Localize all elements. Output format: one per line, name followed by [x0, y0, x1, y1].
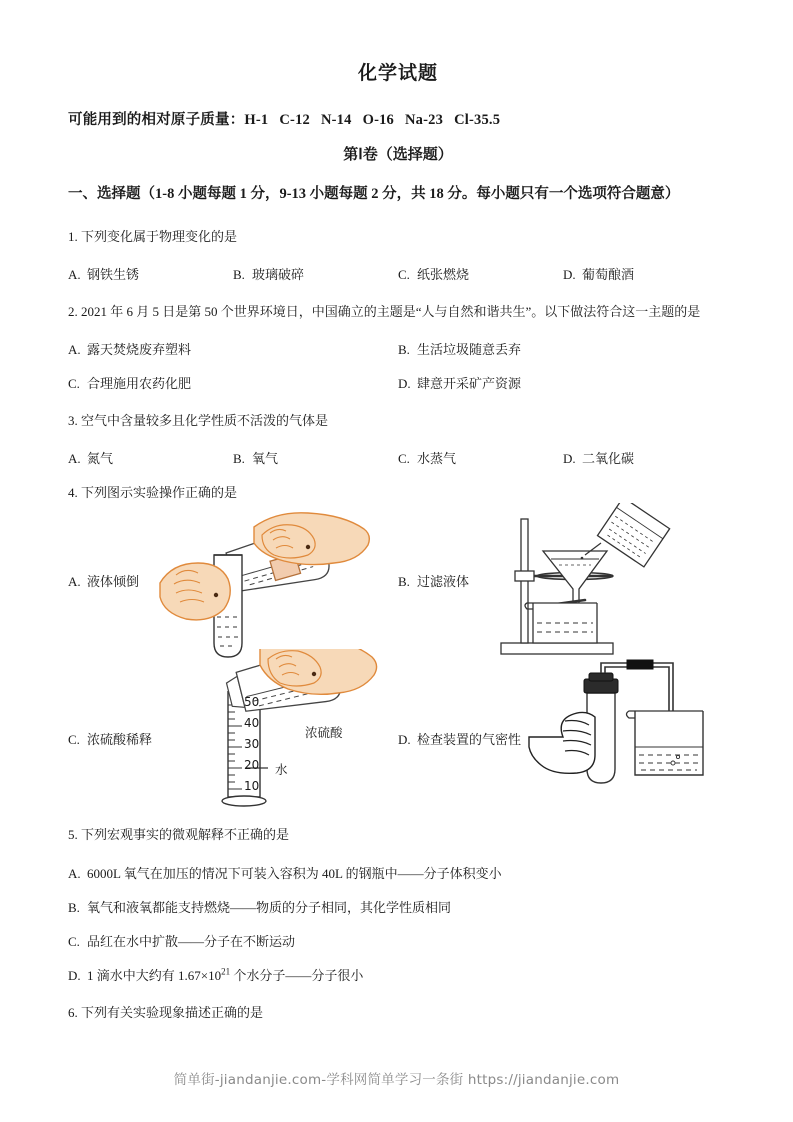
- option-text: 玻璃破碎: [252, 267, 305, 283]
- option-key: A.: [68, 574, 81, 590]
- option-a[interactable]: [68, 863, 728, 882]
- option-text: 纸张燃烧: [417, 267, 470, 283]
- option-key: B.: [233, 267, 245, 283]
- figure-option-a-label[interactable]: [68, 571, 139, 590]
- question-5-stem: 5. 下列宏观事实的微观解释不正确的是: [68, 827, 290, 843]
- cylinder-scale-50: 50: [244, 695, 260, 710]
- option-d[interactable]: [563, 448, 728, 467]
- acid-label: 浓硫酸: [305, 725, 343, 741]
- dilution-illustration: [168, 649, 398, 819]
- question-3-options: [68, 448, 728, 467]
- option-key: D.: [68, 967, 81, 983]
- option-key: A.: [68, 865, 81, 881]
- option-key: D.: [398, 732, 411, 748]
- atomic-mass-o: O-16: [362, 112, 395, 128]
- option-text: 检查装置的气密性: [417, 732, 522, 748]
- atomic-mass-line: [68, 108, 728, 129]
- water-label: 水: [275, 762, 288, 778]
- airtightness-illustration: [523, 659, 713, 809]
- option-key: A.: [68, 342, 81, 358]
- option-text: 肆意开采矿产资源: [417, 376, 522, 392]
- footer-watermark: 简单街-jiandanjie.com-学科网简单学习一条街 https://jiandanjie.com: [173, 1072, 620, 1088]
- hand-icon: [160, 563, 230, 620]
- option-key: B.: [398, 574, 410, 590]
- option-text: 钢铁生锈: [87, 267, 140, 283]
- option-text-after: 个水分子——分子很小: [230, 967, 364, 983]
- option-b[interactable]: [398, 339, 728, 358]
- option-key: C.: [398, 267, 410, 283]
- figure-dilute-sulfuric-acid: [168, 649, 398, 819]
- option-a[interactable]: [68, 264, 233, 283]
- question-6-stem: 6. 下列有关实验现象描述正确的是: [68, 1004, 264, 1020]
- option-text: 合理施用农药化肥: [87, 376, 192, 392]
- question-4-stem: 4. 下列图示实验操作正确的是: [68, 485, 238, 501]
- option-key: B.: [233, 451, 245, 467]
- figure-option-b-label[interactable]: [398, 571, 469, 590]
- option-text: 二氧化碳: [582, 451, 635, 467]
- option-key: D.: [563, 267, 576, 283]
- atomic-mass-cl: Cl-35.5: [454, 112, 501, 128]
- option-text: 6000L 氧气在加压的情况下可装入容积为 40L 的钢瓶中——分子体积变小: [87, 865, 502, 881]
- section-heading: 一、选择题（1-8 小题每题 1 分，9-13 小题每题 2 分，共 18 分。每小题只有一个选项符合题意）: [68, 186, 680, 202]
- option-text: 氮气: [87, 451, 114, 467]
- option-text: 过滤液体: [417, 574, 470, 590]
- option-key: B.: [68, 899, 80, 915]
- option-d[interactable]: [398, 373, 728, 392]
- option-key: A.: [68, 267, 81, 283]
- cylinder-scale-30: 30: [244, 737, 260, 752]
- option-c[interactable]: [398, 448, 563, 467]
- atomic-mass-h: H-1: [244, 112, 269, 128]
- atomic-mass-n: N-14: [320, 112, 352, 128]
- question-1-stem: 1. 下列变化属于物理变化的是: [68, 229, 238, 245]
- atomic-mass-prefix: 可能用到的相对原子质量：: [68, 112, 245, 128]
- figure-filtration-setup: [493, 503, 693, 673]
- atomic-mass-c: C-12: [279, 112, 310, 128]
- filtration-illustration: [493, 503, 693, 673]
- figure-option-c-label[interactable]: [68, 729, 152, 748]
- option-key: B.: [398, 342, 410, 358]
- option-key: C.: [68, 376, 80, 392]
- option-text: 氧气和液氧都能支持燃烧——物质的分子相同，其化学性质相同: [87, 899, 452, 915]
- option-text: 氧气: [252, 451, 279, 467]
- option-key: C.: [68, 732, 80, 748]
- option-text: 品红在水中扩散——分子在不断运动: [87, 933, 296, 949]
- option-key: C.: [68, 933, 80, 949]
- cylinder-scale-10: 10: [244, 779, 260, 794]
- option-text: 露天焚烧废弃塑料: [87, 342, 192, 358]
- option-text: 水蒸气: [417, 451, 457, 467]
- question-2-options-row2: [68, 373, 728, 392]
- option-c[interactable]: [68, 373, 398, 392]
- paper-content: [68, 0, 728, 1025]
- option-b[interactable]: [233, 264, 398, 283]
- option-key: A.: [68, 451, 81, 467]
- paper-part-heading: 第Ⅰ卷（选择题）: [343, 147, 453, 163]
- option-a[interactable]: [68, 339, 398, 358]
- question-4-figures: [68, 511, 728, 821]
- option-key: D.: [563, 451, 576, 467]
- option-c[interactable]: [398, 264, 563, 283]
- option-b[interactable]: [233, 448, 398, 467]
- option-d[interactable]: [563, 264, 728, 283]
- question-2-options-row1: [68, 339, 728, 358]
- option-a[interactable]: [68, 448, 233, 467]
- option-text: 葡萄酿酒: [582, 267, 635, 283]
- page-title: 化学试题: [357, 63, 438, 84]
- cylinder-scale-40: 40: [244, 716, 260, 731]
- question-2-stem: 2. 2021 年 6 月 5 日是第 50 个世界环境日，中国确立的主题是“人与自然和谐共生”。以下做法符合这一主题的是: [68, 304, 701, 320]
- option-text: 生活垃圾随意丢弃: [417, 342, 522, 358]
- question-3-stem: 3. 空气中含量较多且化学性质不活泼的气体是: [68, 413, 329, 429]
- question-1-options: [68, 264, 728, 283]
- option-b[interactable]: [68, 897, 728, 916]
- option-superscript: 21: [221, 966, 231, 977]
- option-key: C.: [398, 451, 410, 467]
- cylinder-scale-20: 20: [244, 758, 260, 773]
- figure-airtightness-check: [523, 659, 713, 809]
- atomic-mass-na: Na-23: [405, 112, 444, 128]
- option-text: 1 滴水中大约有 1.67×10: [87, 967, 222, 983]
- figure-option-d-label[interactable]: [398, 729, 521, 748]
- question-5-options: [68, 863, 728, 984]
- option-d[interactable]: [68, 965, 728, 984]
- hand-icon: [254, 513, 369, 565]
- option-text: 浓硫酸稀释: [87, 732, 153, 748]
- hand-icon: [529, 713, 595, 774]
- option-key: D.: [398, 376, 411, 392]
- option-text: 液体倾倒: [87, 574, 140, 590]
- option-c[interactable]: [68, 931, 728, 950]
